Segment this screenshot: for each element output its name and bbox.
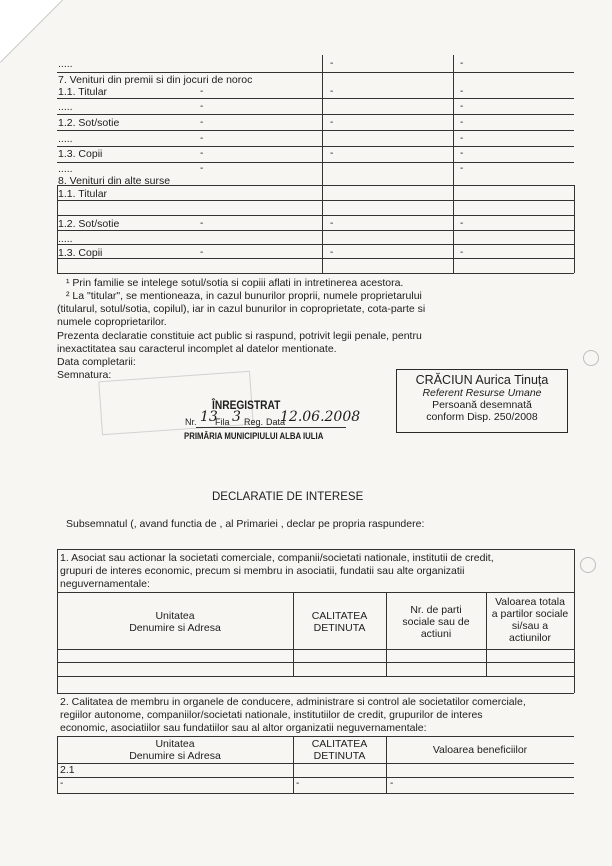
reg-reg-label: Reg. xyxy=(244,417,264,427)
reg-fila-label: Fila xyxy=(215,417,230,427)
header-unit-2-line-2: Denumire si Adresa xyxy=(129,750,221,762)
header-quality-line-1: CALITATEA xyxy=(311,610,368,622)
table-hline xyxy=(57,736,574,737)
punch-hole xyxy=(583,350,599,366)
stamp-name: CRĂCIUN Aurica Tinuța xyxy=(415,373,549,387)
official-stamp xyxy=(396,369,568,433)
cell-dash: - xyxy=(330,117,334,128)
table-hline xyxy=(57,72,574,73)
table-hline xyxy=(57,130,574,131)
section-1-line-1: 1. Asociat sau actionar la societati comerciale, companii/societati nationale, institutii de credit, xyxy=(60,552,494,564)
header-parts-line-1: Nr. de parti xyxy=(410,604,462,616)
signature-label: Semnatura: xyxy=(57,369,112,381)
table-hline xyxy=(57,258,574,259)
header-parts-line-3: actiuni xyxy=(420,628,452,640)
row-label: ..... xyxy=(58,163,73,175)
header-unit-line-1: Unitatea xyxy=(155,610,195,622)
cell-dash: - xyxy=(460,117,464,128)
row-label: 1.1. Titular xyxy=(58,86,108,98)
row-label: ..... xyxy=(58,101,73,113)
section-2-line-1: 2. Calitatea de membru in organele de conducere, administrare si control ale societatilor comerciale, xyxy=(60,696,526,708)
header-unit-2 xyxy=(57,738,293,762)
header-quality-line-2: DETINUTA xyxy=(313,622,366,634)
cell-dash: - xyxy=(60,778,64,789)
cell-dash: - xyxy=(200,163,204,174)
stamp-designation: Persoană desemnată xyxy=(432,399,532,411)
cell-dash: - xyxy=(460,163,464,174)
table-hline xyxy=(57,649,574,650)
row-label: 1.3. Copii xyxy=(58,247,103,259)
row-2-1: 2.1 xyxy=(60,764,75,776)
cell-dash: - xyxy=(200,247,204,258)
header-unit xyxy=(57,610,293,634)
header-value xyxy=(486,596,574,644)
table-hline xyxy=(57,592,574,593)
table-vline xyxy=(322,55,323,273)
cell-dash: - xyxy=(460,218,464,229)
reg-underline xyxy=(196,427,346,428)
table-vline xyxy=(453,55,454,273)
cell-dash: - xyxy=(460,148,464,159)
table-vline xyxy=(293,592,294,676)
reg-institution: PRIMĂRIA MUNICIPIULUI ALBA IULIA xyxy=(184,431,324,442)
table-hline xyxy=(57,549,574,550)
reg-data-value: 12.06.2008 xyxy=(280,409,361,425)
cell-dash: - xyxy=(460,133,464,144)
cell-dash: - xyxy=(330,86,334,97)
reg-fila-value: 3 xyxy=(232,409,241,425)
header-unit-line-2: Denumire si Adresa xyxy=(129,622,221,634)
header-value-line-4: actiunilor xyxy=(508,632,552,644)
row-label: ..... xyxy=(58,58,73,70)
cell-dash: - xyxy=(390,778,394,789)
punch-hole xyxy=(580,557,596,573)
header-benefits: Valoarea beneficiilor xyxy=(432,744,528,756)
row-label: ..... xyxy=(58,233,73,245)
header-value-line-1: Valoarea totala xyxy=(495,596,565,608)
footnote-2-line-1: ² La "titular", se mentioneaza, in cazul bunurilor proprii, numele proprietarului xyxy=(66,290,422,302)
table-vline xyxy=(574,185,575,273)
declaration-statement-line-2: inexactitatea sau caracterul incomplet al datelor mentionate. xyxy=(57,343,337,355)
cell-dash: - xyxy=(200,133,204,144)
table-vline xyxy=(574,549,575,693)
row-label: ..... xyxy=(58,133,73,145)
table-hline xyxy=(57,146,574,147)
cell-dash: - xyxy=(330,148,334,159)
header-quality xyxy=(293,610,386,634)
cell-dash: - xyxy=(296,778,300,789)
section-8-title: 8. Venituri din alte surse xyxy=(58,175,171,187)
table-hline xyxy=(57,98,574,99)
footnote-1: ¹ Prin familie se intelege sotul/sotia si copiii aflati in intretinerea acestora. xyxy=(66,277,404,289)
reg-nr-label: Nr. xyxy=(185,417,197,427)
table-hline xyxy=(57,273,574,274)
cell-dash: - xyxy=(200,86,204,97)
date-label: Data completarii: xyxy=(57,356,136,368)
table-hline xyxy=(57,162,574,163)
header-parts xyxy=(386,604,486,640)
footnote-2-line-3: numele coproprietarilor. xyxy=(57,316,167,328)
table-hline xyxy=(57,777,574,778)
section-1-line-2: grupuri de interes economic, precum si membru in asociatii, fundatii sau alte organizatii xyxy=(60,565,465,577)
cell-dash: - xyxy=(200,101,204,112)
cell-dash: - xyxy=(200,148,204,159)
reg-data-label: Data xyxy=(266,417,286,427)
header-quality-2-line-1: CALITATEA xyxy=(311,738,368,750)
header-unit-2-line-1: Unitatea xyxy=(155,738,195,750)
declaration-title: DECLARATIE DE INTERESE xyxy=(212,491,364,503)
table-hline xyxy=(57,693,574,694)
declaration-intro: Subsemnatul (, avand functia de , al Primariei , declar pe propria raspundere: xyxy=(66,518,425,530)
table-hline xyxy=(57,662,574,663)
cell-dash: - xyxy=(330,58,334,69)
header-quality-2-line-2: DETINUTA xyxy=(313,750,366,762)
header-value-line-2: a partilor sociale xyxy=(491,608,569,620)
header-parts-line-2: sociale sau de xyxy=(402,616,470,628)
section-7-title: 7. Venituri din premii si din jocuri de noroc xyxy=(58,74,253,86)
cell-dash: - xyxy=(460,101,464,112)
cell-dash: - xyxy=(330,218,334,229)
row-label: 1.2. Sot/sotie xyxy=(58,117,120,129)
cell-dash: - xyxy=(330,247,334,258)
reg-nr-value: 13 xyxy=(200,409,218,425)
table-hline xyxy=(57,676,574,677)
table-hline xyxy=(57,200,574,201)
row-label: 1.3. Copii xyxy=(58,148,103,160)
row-label: 1.1. Titular xyxy=(58,188,108,200)
footnote-2-line-2: (titularul, sotul/sotia, copilul), iar in cazul bunurilor in coproprietate, cota-parte si xyxy=(57,303,426,315)
section-2-line-2: regiilor autonome, companiilor/societati nationale, institutiilor de credit, grupurilor de interes xyxy=(60,709,483,721)
table-hline xyxy=(57,230,574,231)
row-label: 1.2. Sot/sotie xyxy=(58,218,120,230)
section-1-line-3: neguvernamentale: xyxy=(60,578,150,590)
header-quality-2 xyxy=(293,738,386,762)
table-hline xyxy=(57,215,574,216)
stamp-role: Referent Resurse Umane xyxy=(422,387,542,399)
cell-dash: - xyxy=(200,218,204,229)
table-hline xyxy=(57,763,574,764)
header-value-line-3: si/sau a xyxy=(511,620,549,632)
table-hline xyxy=(57,244,574,245)
cell-dash: - xyxy=(200,117,204,128)
stamp-reference: conform Disp. 250/2008 xyxy=(426,411,538,423)
table-hline xyxy=(57,114,574,115)
cell-dash: - xyxy=(460,247,464,258)
table-hline xyxy=(57,793,574,794)
cell-dash: - xyxy=(460,58,464,69)
registration-title: ÎNREGISTRAT xyxy=(212,398,281,412)
cell-dash: - xyxy=(460,86,464,97)
declaration-statement-line-1: Prezenta declaratie constituie act public si raspund, potrivit legii penale, pentru xyxy=(57,330,422,342)
section-2-line-3: economic, asociatiilor sau fundatiilor sau al altor organizatii neguvernamentale: xyxy=(60,722,427,734)
